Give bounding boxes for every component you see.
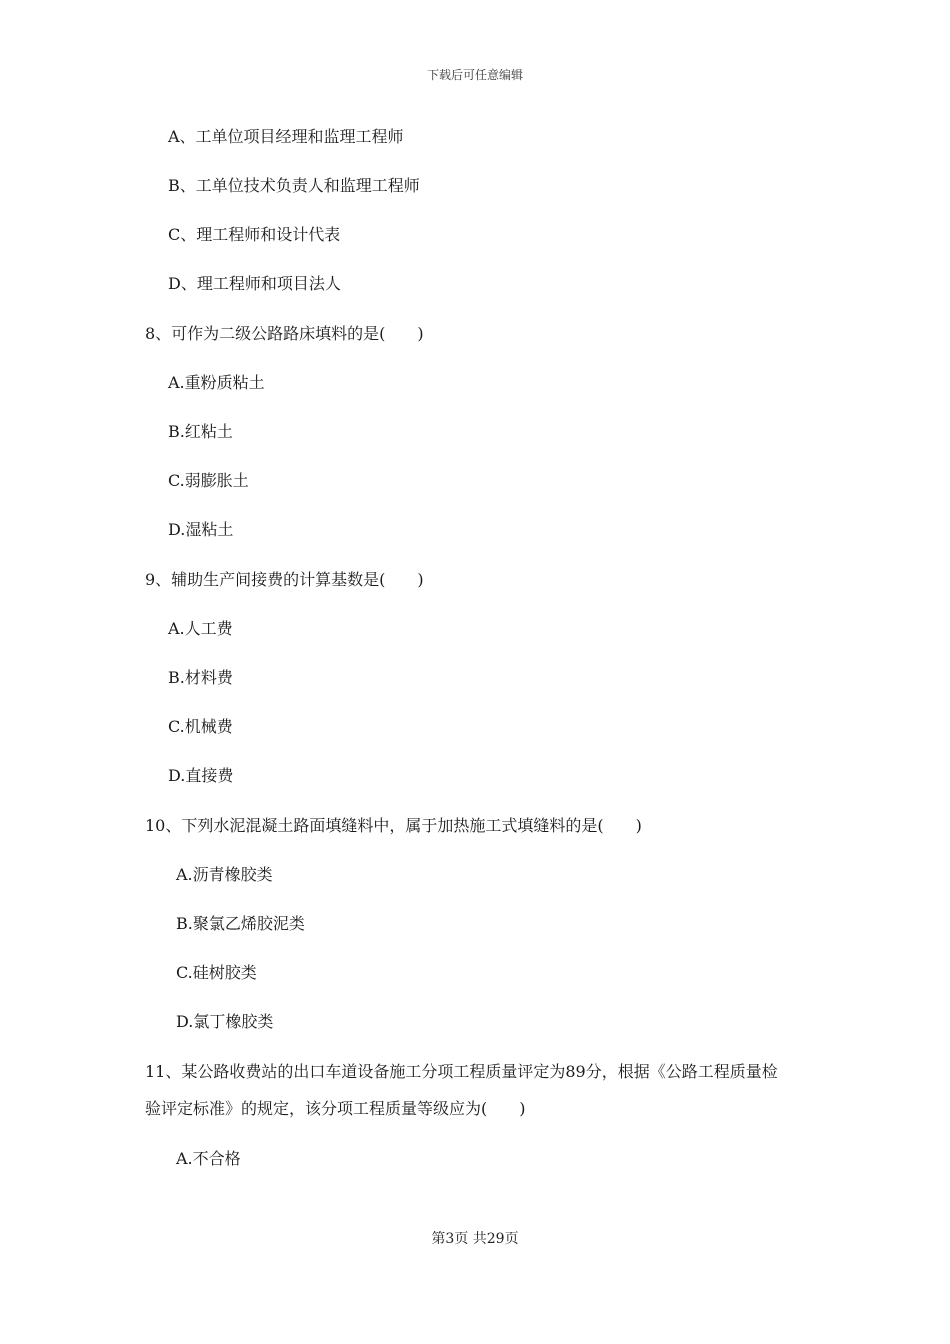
q7-option-d: D、理工程师和项目法人 — [168, 274, 341, 293]
page-footer: 第3页 共29页 — [431, 1231, 519, 1247]
q9-option-c: C.机械费 — [168, 717, 233, 736]
q10-option-d: D.氯丁橡胶类 — [176, 1012, 274, 1031]
q10-option-b: B.聚氯乙烯胶泥类 — [176, 914, 305, 933]
q9-option-d: D.直接费 — [168, 766, 234, 785]
q8-option-a: A.重粉质粘土 — [168, 373, 265, 392]
q9-option-a: A.人工费 — [168, 619, 233, 638]
q10-stem: 10、下列水泥混凝土路面填缝料中，属于加热施工式填缝料的是( ) — [145, 816, 642, 835]
q11-stem-line1: 11、某公路收费站的出口车道设备施工分项工程质量评定为89分，根据《公路工程质量检 — [145, 1062, 778, 1081]
q9-option-b: B.材料费 — [168, 668, 233, 687]
q11-option-a: A.不合格 — [176, 1149, 241, 1168]
q7-option-c: C、理工程师和设计代表 — [168, 225, 341, 244]
q7-option-a: A、工单位项目经理和监理工程师 — [168, 127, 404, 146]
q8-option-b: B.红粘土 — [168, 422, 233, 441]
q10-option-c: C.硅树胶类 — [176, 963, 257, 982]
page-header: 下载后可任意编辑 — [426, 68, 523, 82]
q9-stem: 9、辅助生产间接费的计算基数是( ) — [145, 570, 424, 589]
q11-stem-line2: 验评定标准》的规定，该分项工程质量等级应为( ) — [145, 1099, 526, 1118]
q7-option-b: B、工单位技术负责人和监理工程师 — [168, 176, 420, 195]
q10-option-a: A.沥青橡胶类 — [176, 865, 273, 884]
q8-option-d: D.湿粘土 — [168, 520, 234, 539]
q8-option-c: C.弱膨胀土 — [168, 471, 249, 490]
q8-stem: 8、可作为二级公路路床填料的是( ) — [145, 324, 424, 343]
